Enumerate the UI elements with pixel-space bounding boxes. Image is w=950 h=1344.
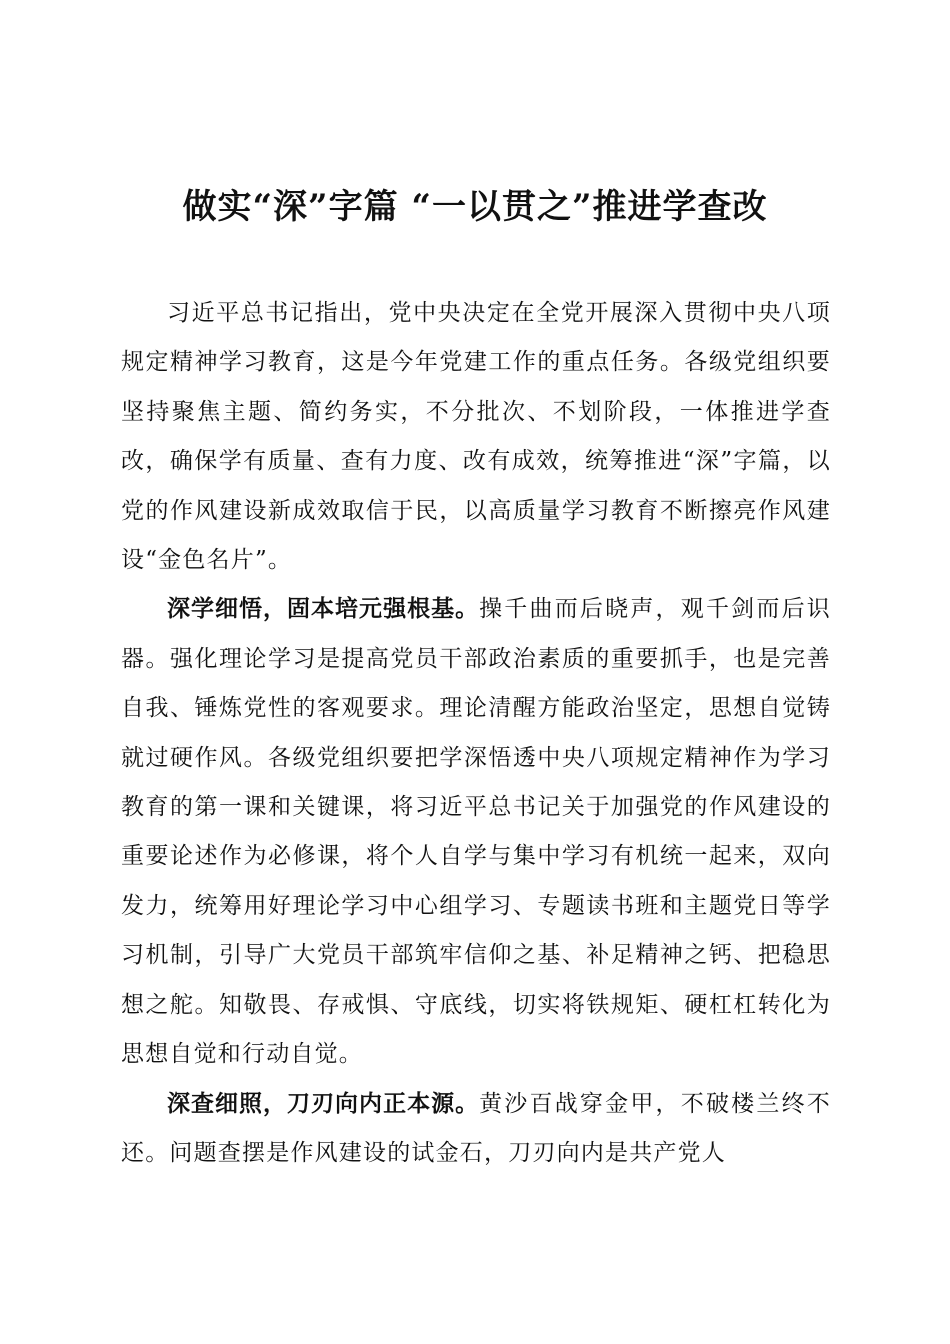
paragraph-text: 黄沙百战穿金甲，不破楼兰终不还。问题查摆是作风建设的试金石，刀刃向内是共产党人 <box>121 1090 831 1166</box>
paragraph-lead: 深学细悟，固本培元强根基。 <box>167 596 480 623</box>
document-body <box>121 289 831 1178</box>
paragraph-intro <box>121 289 831 585</box>
paragraph-text: 习近平总书记指出，党中央决定在全党开展深入贯彻中央八项规定精神学习教育，这是今年党建工作的重点任务。各级党组织要坚持聚焦主题、简约务实，不分批次、不划阶段，一体推进学查改，确保学有质量、查有力度、改有成效，统筹推进“深”字篇，以党的作风建设新成效取信于民，以高质量学习教育不断擦亮作风建设“金色名片”。 <box>121 300 831 574</box>
paragraph-deep-study <box>121 585 831 1079</box>
document-title: 做实“深”字篇 “一以贯之”推进学查改 <box>182 187 768 227</box>
paragraph-text: 操千曲而后晓声，观千剑而后识器。强化理论学习是提高党员干部政治素质的重要抓手，也是完善自我、锤炼党性的客观要求。理论清醒方能政治坚定，思想自觉铸就过硬作风。各级党组织要把学深悟透中央八项规定精神作为学习教育的第一课和关键课，将习近平总书记关于加强党的作风建设的重要论述作为必修课，将个人自学与集中学习有机统一起来，双向发力，统筹用好理论学习中心组学习、专题读书班和主题党日等学习机制，引导广大党员干部筑牢信仰之基、补足精神之钙、把稳思想之舵。知敬畏、存戒惧、守底线，切实将铁规矩、硬杠杠转化为思想自觉和行动自觉。 <box>121 596 831 1068</box>
paragraph-deep-inspection <box>121 1080 831 1179</box>
paragraph-lead: 深查细照，刀刃向内正本源。 <box>167 1090 480 1117</box>
